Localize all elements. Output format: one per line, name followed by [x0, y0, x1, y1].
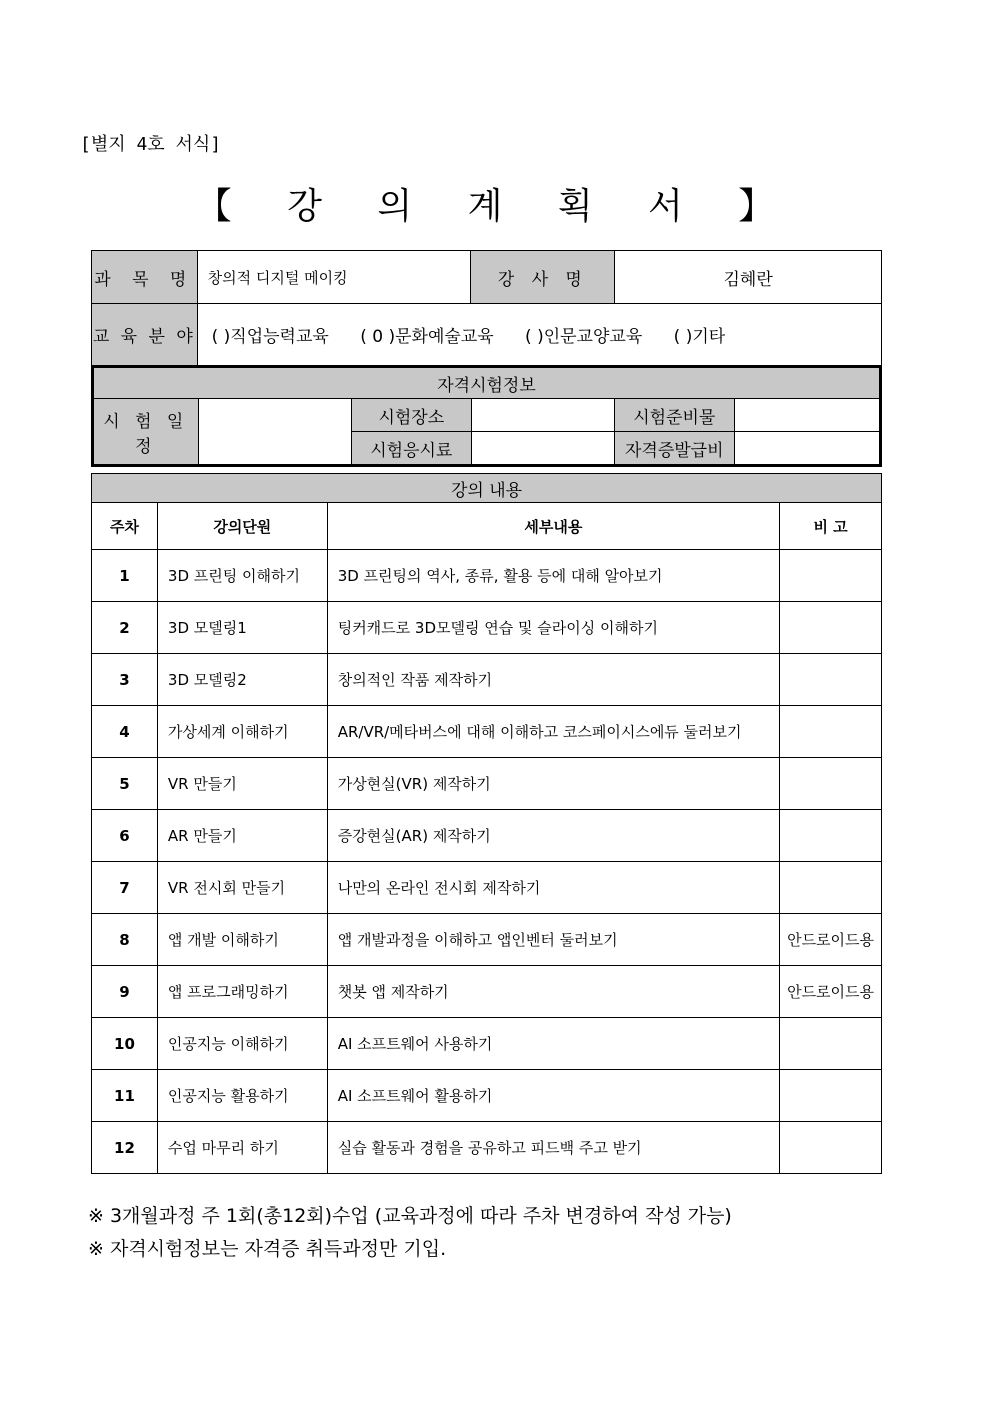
note-cell — [780, 706, 882, 758]
unit-cell: 수업 마무리 하기 — [157, 1122, 327, 1174]
document-title: 【 강 의 계 획 서 】 — [195, 186, 797, 227]
unit-cell: VR 만들기 — [157, 758, 327, 810]
week-cell: 3 — [92, 654, 158, 706]
table-row — [92, 862, 882, 914]
week-cell: 12 — [92, 1122, 158, 1174]
note-cell — [780, 654, 882, 706]
note-cell: 안드로이드용 — [780, 914, 882, 966]
detail-cell: 챗봇 앱 제작하기 — [327, 966, 779, 1018]
week-cell: 5 — [92, 758, 158, 810]
header-week: 주차 — [92, 503, 158, 550]
note-cell — [780, 810, 882, 862]
table-row — [92, 1122, 882, 1174]
detail-cell: AI 소프트웨어 사용하기 — [327, 1018, 779, 1070]
unit-cell: AR 만들기 — [157, 810, 327, 862]
detail-cell: 증강현실(AR) 제작하기 — [327, 810, 779, 862]
unit-cell: VR 전시회 만들기 — [157, 862, 327, 914]
unit-cell: 3D 모델링1 — [157, 602, 327, 654]
cert-fee-value — [734, 432, 880, 466]
lecture-section-title: 강의 내용 — [92, 474, 882, 503]
field-label: 교 육 분 야 — [92, 304, 198, 366]
week-cell: 11 — [92, 1070, 158, 1122]
lecture-table — [91, 473, 882, 1174]
table-row — [92, 810, 882, 862]
detail-cell: 실습 활동과 경험을 공유하고 피드백 주고 받기 — [327, 1122, 779, 1174]
note-cell — [780, 1070, 882, 1122]
table-row — [92, 654, 882, 706]
note-cell — [780, 602, 882, 654]
table-row — [92, 1018, 882, 1070]
exam-fee-value — [471, 432, 614, 466]
week-cell: 6 — [92, 810, 158, 862]
detail-cell: 가상현실(VR) 제작하기 — [327, 758, 779, 810]
exam-place-value — [471, 399, 614, 432]
header-detail: 세부내용 — [327, 503, 779, 550]
field-options — [197, 304, 881, 366]
cert-fee-label: 자격증발급비 — [614, 432, 734, 466]
subject-label: 과 목 명 — [92, 251, 198, 304]
form-number: [별지 4호 서식] — [80, 134, 222, 155]
detail-cell: 창의적인 작품 제작하기 — [327, 654, 779, 706]
note-cell — [780, 1122, 882, 1174]
unit-cell: 가상세계 이해하기 — [157, 706, 327, 758]
footnote-schedule: ※ 3개월과정 주 1회(총12회)수업 (교육과정에 따라 주차 변경하여 작성 가능) — [88, 1205, 732, 1227]
exam-supplies-label: 시험준비물 — [614, 399, 734, 432]
detail-cell: 앱 개발과정을 이해하고 앱인벤터 둘러보기 — [327, 914, 779, 966]
instructor-value: 김혜란 — [615, 251, 882, 304]
note-cell — [780, 1018, 882, 1070]
table-row — [92, 602, 882, 654]
course-info-table — [91, 250, 882, 366]
unit-cell: 3D 프린팅 이해하기 — [157, 550, 327, 602]
exam-date-label: 시 험 일 정 — [93, 399, 199, 466]
exam-place-label: 시험장소 — [352, 399, 472, 432]
unit-cell: 인공지능 활용하기 — [157, 1070, 327, 1122]
unit-cell: 3D 모델링2 — [157, 654, 327, 706]
week-cell: 8 — [92, 914, 158, 966]
subject-value: 창의적 디지털 메이킹 — [197, 251, 471, 304]
table-row — [92, 706, 882, 758]
note-cell — [780, 758, 882, 810]
field-option-culture-arts: ( 0 )문화예술교육 — [360, 327, 494, 347]
instructor-label: 강 사 명 — [471, 251, 615, 304]
table-row — [92, 966, 882, 1018]
week-cell: 4 — [92, 706, 158, 758]
unit-cell: 인공지능 이해하기 — [157, 1018, 327, 1070]
header-note: 비 고 — [780, 503, 882, 550]
table-row — [92, 1070, 882, 1122]
field-option-vocational: ( )직업능력교육 — [211, 327, 329, 347]
detail-cell: 3D 프린팅의 역사, 종류, 활용 등에 대해 알아보기 — [327, 550, 779, 602]
note-cell — [780, 550, 882, 602]
detail-cell: 나만의 온라인 전시회 제작하기 — [327, 862, 779, 914]
week-cell: 10 — [92, 1018, 158, 1070]
field-option-humanities: ( )인문교양교육 — [525, 327, 643, 347]
certification-section-title: 자격시험정보 — [93, 367, 881, 399]
unit-cell: 앱 개발 이해하기 — [157, 914, 327, 966]
certification-table — [91, 365, 882, 467]
detail-cell: 팅커캐드로 3D모델링 연습 및 슬라이싱 이해하기 — [327, 602, 779, 654]
week-cell: 1 — [92, 550, 158, 602]
footnote-certification: ※ 자격시험정보는 자격증 취득과정만 기입. — [88, 1238, 447, 1260]
note-cell: 안드로이드용 — [780, 966, 882, 1018]
week-cell: 2 — [92, 602, 158, 654]
week-cell: 9 — [92, 966, 158, 1018]
unit-cell: 앱 프로그래밍하기 — [157, 966, 327, 1018]
table-row — [92, 914, 882, 966]
exam-date-value — [198, 399, 351, 466]
header-unit: 강의단원 — [157, 503, 327, 550]
table-row — [92, 550, 882, 602]
exam-supplies-value — [734, 399, 880, 432]
detail-cell: AI 소프트웨어 활용하기 — [327, 1070, 779, 1122]
detail-cell: AR/VR/메타버스에 대해 이해하고 코스페이시스에듀 둘러보기 — [327, 706, 779, 758]
table-row — [92, 758, 882, 810]
week-cell: 7 — [92, 862, 158, 914]
exam-fee-label: 시험응시료 — [352, 432, 472, 466]
field-option-other: ( )기타 — [673, 327, 726, 347]
note-cell — [780, 862, 882, 914]
